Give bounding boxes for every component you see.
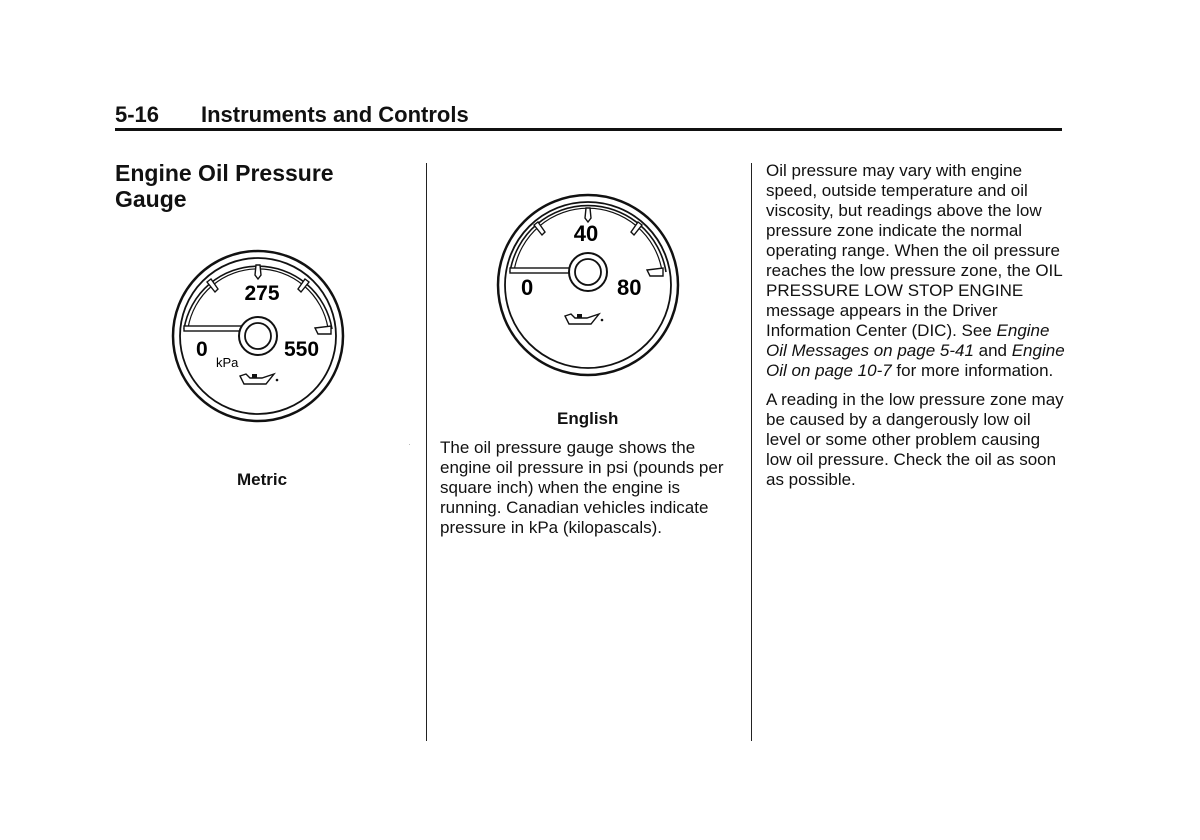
scan-speck <box>409 444 410 445</box>
oil-can-icon <box>565 314 603 324</box>
metric-max-label: 550 <box>284 338 320 361</box>
metric-unit-label: kPa <box>216 355 239 370</box>
paragraph-text: for more information. <box>891 361 1054 380</box>
middle-column-text <box>440 438 740 538</box>
low-pressure-zone-paragraph: A reading in the low pressure zone may be caused by a dangerously low oil level or some other problem causing low oil pressure. Check the oil as soon as possible. <box>766 390 1064 489</box>
gauge-description-paragraph: The oil pressure gauge shows the engine oil pressure in psi (pounds per square inch) when the engine is running. Canadian vehicles indicate pressure in kPa (kilopascals). <box>440 438 724 537</box>
metric-mid-label: 275 <box>244 282 280 305</box>
oil-pressure-variation-paragraph <box>766 161 1066 381</box>
section-title: Engine Oil Pressure Gauge <box>115 160 334 212</box>
paragraph-text: Oil pressure may vary with engine speed, outside temperature and oil viscosity, but readings above the low pressure zone indicate the normal operating range. When the oil pressure reaches the low pressure zone, the OIL PRESSURE LOW STOP ENGINE message appears in the Driver Information Center (DIC). See <box>766 161 1063 340</box>
column-divider-right <box>751 163 752 741</box>
english-caption: English <box>557 409 619 428</box>
engine-oil-messages-reference[interactable]: Engine Oil Messages on page 5-41 <box>766 321 1050 360</box>
english-max-label: 80 <box>617 275 642 300</box>
metric-caption: Metric <box>237 470 288 489</box>
page-number: 5-16 <box>115 102 160 127</box>
paragraph-text: and <box>973 341 1012 360</box>
column-divider-left <box>426 163 427 741</box>
page-header <box>115 100 1062 132</box>
engine-oil-reference[interactable]: Engine Oil on page 10-7 <box>766 341 1065 380</box>
english-mid-label: 40 <box>573 221 599 246</box>
english-oil-pressure-gauge <box>495 192 681 378</box>
header-rule <box>115 128 1062 131</box>
metric-min-label: 0 <box>196 338 208 361</box>
right-column-text <box>766 161 1066 490</box>
chapter-title: Instruments and Controls <box>201 102 469 127</box>
oil-can-icon <box>240 374 278 384</box>
english-min-label: 0 <box>521 275 534 300</box>
metric-oil-pressure-gauge <box>170 248 346 424</box>
